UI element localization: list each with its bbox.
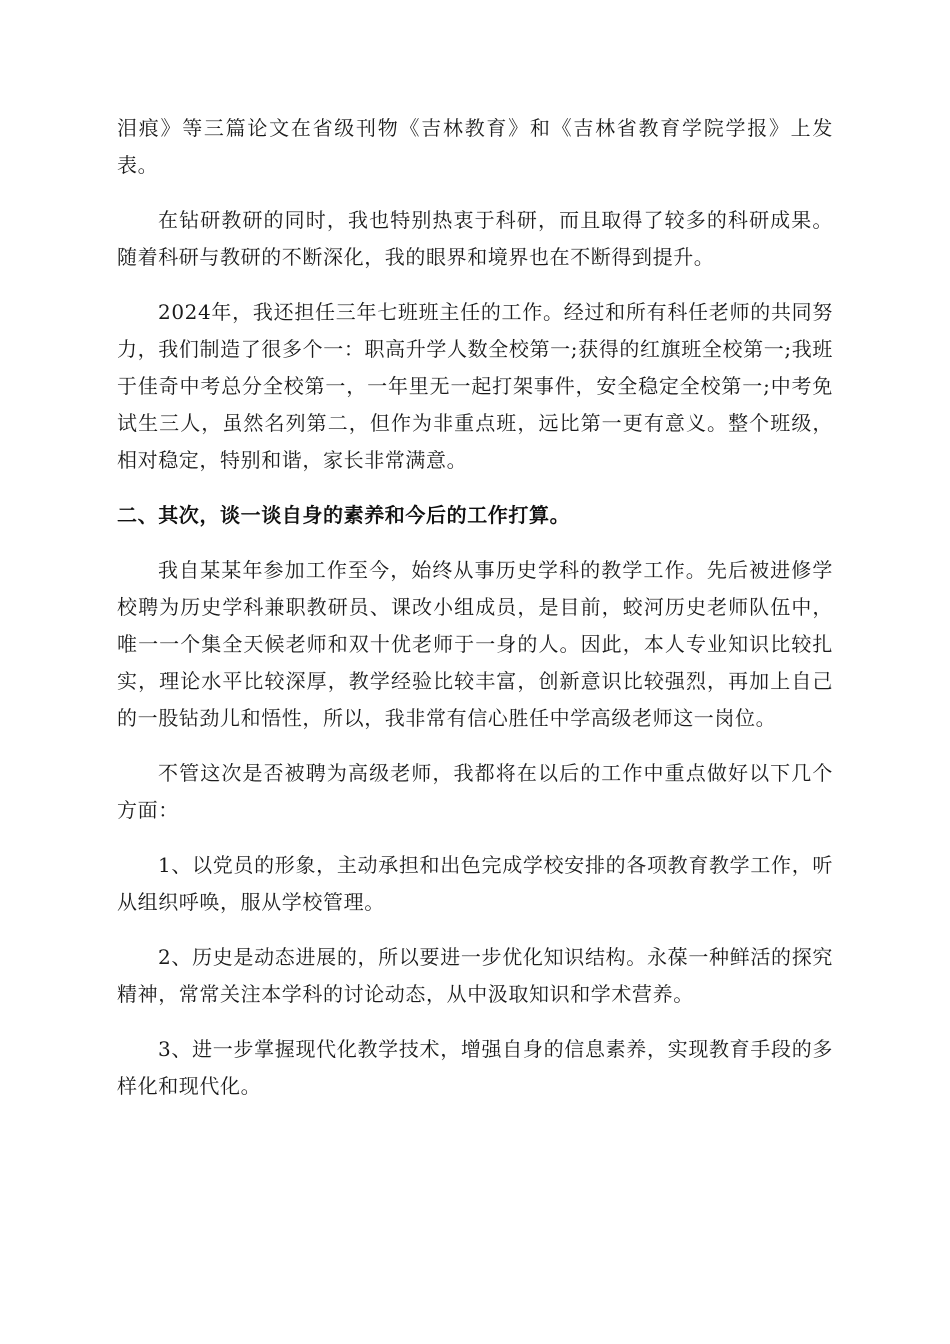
document-body	[117, 110, 833, 1123]
paragraph-class-teacher: 2024年，我还担任三年七班班主任的工作。经过和所有科任老师的共同努力，我们制造了很多个一：职高升学人数全校第一;获得的红旗班全校第一;我班于佳奇中考总分全校第一，一年里无一起打架事件，安全稳定全校第一;中考免试生三人，虽然名列第二，但作为非重点班，远比第一更有意义。整个班级，相对稳定，特别和谐，家长非常满意。	[117, 300, 833, 472]
list-item-2: 2、历史是动态进展的，所以要进一步优化知识结构。永葆一种鲜活的探究精神，常常关注本学科的讨论动态，从中汲取知识和学术营养。	[117, 945, 833, 1006]
paragraph-qualifications: 我自某某年参加工作至今，始终从事历史学科的教学工作。先后被进修学校聘为历史学科兼职教研员、课改小组成员，是目前，蛟河历史老师队伍中，唯一一个集全天候老师和双十优老师于一身的人。因此，本人专业知识比较扎实，理论水平比较深厚，教学经验比较丰富，创新意识比较强烈，再加上自己的一股钻劲儿和悟性，所以，我非常有信心胜任中学高级老师这一岗位。	[117, 558, 833, 730]
paragraph-research: 在钻研教研的同时，我也特别热衷于科研，而且取得了较多的科研成果。随着科研与教研的不断深化，我的眼界和境界也在不断得到提升。	[117, 208, 833, 269]
list-item-3: 3、进一步掌握现代化教学技术，增强自身的信息素养，实现教育手段的多样化和现代化。	[117, 1037, 833, 1098]
paragraph-plan-intro: 不管这次是否被聘为高级老师，我都将在以后的工作中重点做好以下几个方面：	[117, 761, 833, 822]
section-heading: 二、其次，谈一谈自身的素养和今后的工作打算。	[117, 503, 571, 527]
list-item-1: 1、以党员的形象，主动承担和出色完成学校安排的各项教育教学工作，听从组织呼唤，服从学校管理。	[117, 853, 833, 914]
paragraph-continuation: 泪痕》等三篇论文在省级刊物《吉林教育》和《吉林省教育学院学报》上发表。	[117, 116, 833, 177]
